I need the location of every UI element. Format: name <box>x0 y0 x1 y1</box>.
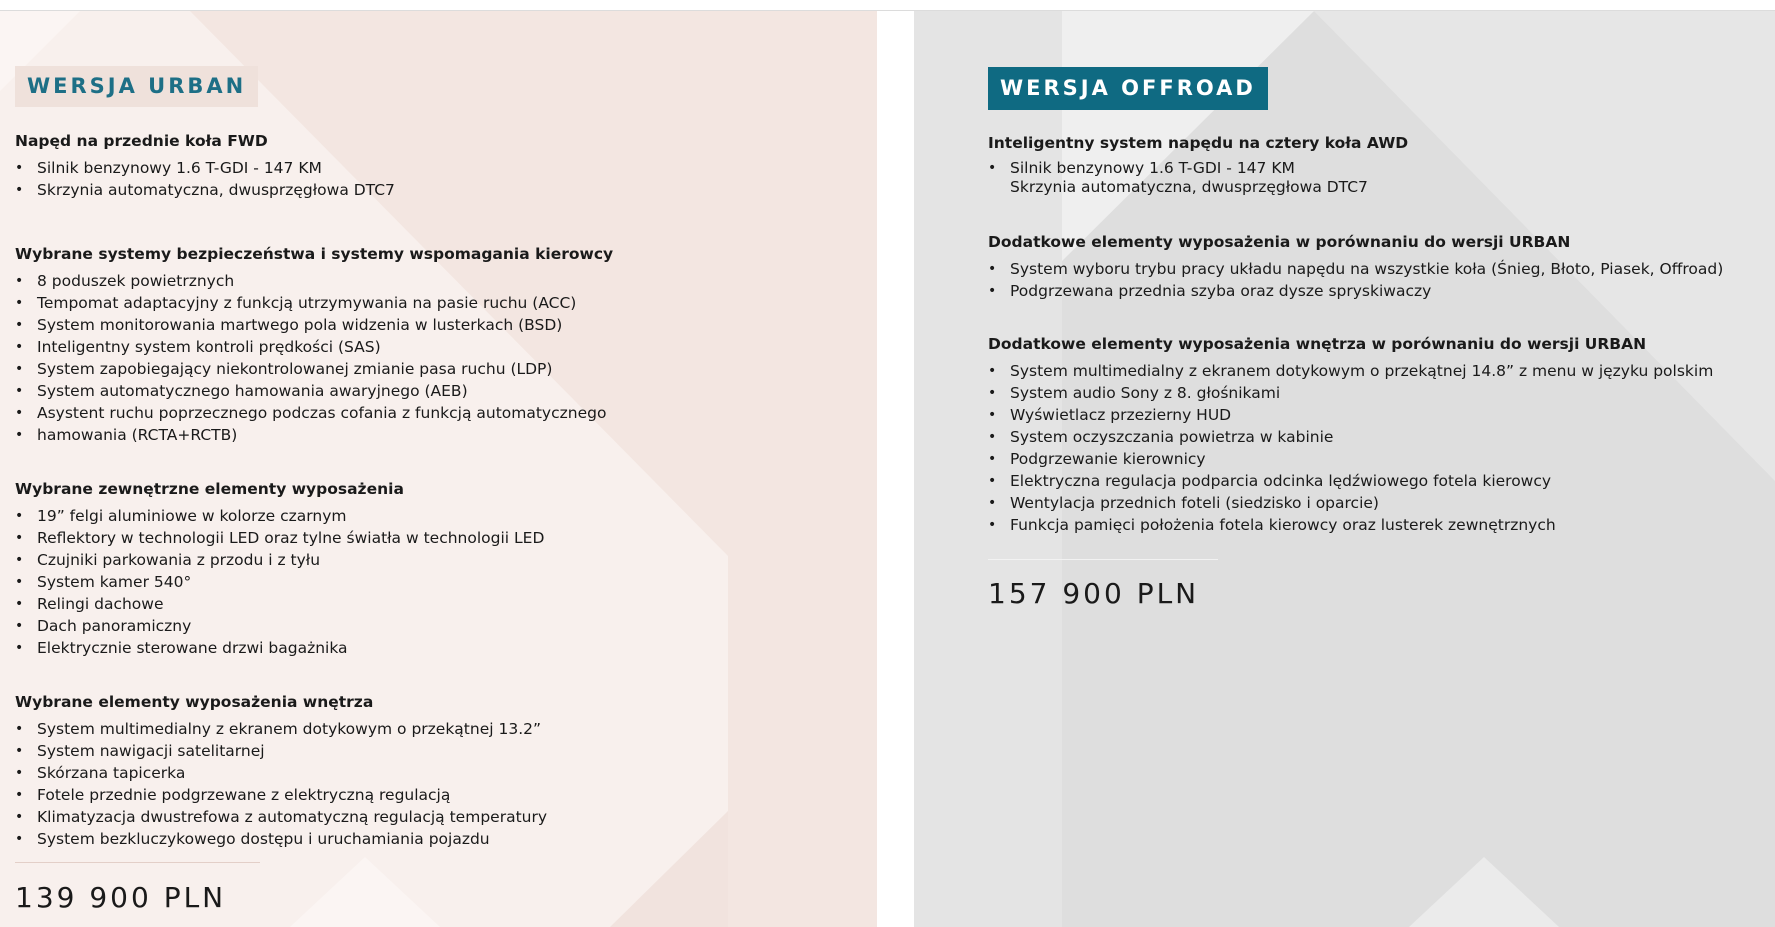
list-item: • 8 poduszek powietrznych <box>15 270 855 292</box>
section-title: Wybrane zewnętrzne elementy wyposażenia <box>15 480 404 498</box>
list-item: • Silnik benzynowy 1.6 T-GDI - 147 KM <box>15 157 855 179</box>
list-item: • Podgrzewanie kierownicy <box>988 448 1768 470</box>
list-item: • Fotele przednie podgrzewane z elektryczną regulacją <box>15 784 855 806</box>
list-item: • System monitorowania martwego pola widzenia w lusterkach (BSD) <box>15 314 855 336</box>
urban-section-safety <box>15 243 855 446</box>
urban-section-interior <box>15 691 855 850</box>
list-item: • Relingi dachowe <box>15 593 855 615</box>
list-item: • System zapobiegający niekontrolowanej zmianie pasa ruchu (LDP) <box>15 358 855 380</box>
list-item: • Tempomat adaptacyjny z funkcją utrzymywania na pasie ruchu (ACC) <box>15 292 855 314</box>
list-item: • 19” felgi aluminiowe w kolorze czarnym <box>15 505 855 527</box>
list-item: • Klimatyzacja dwustrefowa z automatyczną regulacją temperatury <box>15 806 855 828</box>
list-item: • System multimedialny z ekranem dotykowym o przekątnej 14.8” z menu w języku polskim <box>988 360 1768 382</box>
offroad-section-drive <box>988 132 1768 197</box>
section-title: Napęd na przednie koła FWD <box>15 132 268 150</box>
urban-section-drive <box>15 130 855 201</box>
list-item: • Elektrycznie sterowane drzwi bagażnika <box>15 637 855 659</box>
list-item: • System audio Sony z 8. głośnikami <box>988 382 1768 404</box>
list-item: • Wentylacja przednich foteli (siedzisko i oparcie) <box>988 492 1768 514</box>
section-title: Inteligentny system napędu na cztery koła AWD <box>988 134 1409 152</box>
list-item: • Dach panoramiczny <box>15 615 855 637</box>
list-item: • System bezkluczykowego dostępu i uruchamiania pojazdu <box>15 828 855 850</box>
price-divider <box>15 862 260 863</box>
list-item: • Podgrzewana przednia szyba oraz dysze spryskiwaczy <box>988 280 1768 302</box>
section-title: Wybrane systemy bezpieczeństwa i systemy wspomagania kierowcy <box>15 245 614 263</box>
list-item: • Wyświetlacz przezierny HUD <box>988 404 1768 426</box>
list-item: • System oczyszczania powietrza w kabinie <box>988 426 1768 448</box>
list-item: • Czujniki parkowania z przodu i z tyłu <box>15 549 855 571</box>
urban-section-exterior <box>15 478 855 659</box>
section-title: Dodatkowe elementy wyposażenia w porównaniu do wersji URBAN <box>988 233 1571 251</box>
offroad-section-interior <box>988 333 1768 536</box>
list-item: • hamowania (RCTA+RCTB) <box>15 424 855 446</box>
list-item: • Inteligentny system kontroli prędkości (SAS) <box>15 336 855 358</box>
list-item: Skrzynia automatyczna, dwusprzęgłowa DTC7 <box>1010 178 1368 196</box>
list-item: • System multimedialny z ekranem dotykowym o przekątnej 13.2” <box>15 718 855 740</box>
list-item: • Skrzynia automatyczna, dwusprzęgłowa DTC7 <box>15 179 855 201</box>
list-item: • Skórzana tapicerka <box>15 762 855 784</box>
list-item: • Elektryczna regulacja podparcia odcinka lędźwiowego fotela kierowcy <box>988 470 1768 492</box>
offroad-version-panel <box>914 11 1775 927</box>
list-item: • Asystent ruchu poprzecznego podczas cofania z funkcją automatycznego <box>15 402 855 424</box>
list-item: • System wyboru trybu pracy układu napędu na wszystkie koła (Śnieg, Błoto, Piasek, Offroad) <box>988 258 1768 280</box>
list-item: • Reflektory w technologii LED oraz tylne światła w technologii LED <box>15 527 855 549</box>
offroad-price: 157 900 PLN <box>988 577 1200 610</box>
urban-version-badge: WERSJA URBAN <box>15 66 258 107</box>
list-item: • Silnik benzynowy 1.6 T-GDI - 147 KM <box>988 159 1768 178</box>
offroad-section-additional <box>988 231 1768 302</box>
section-title: Wybrane elementy wyposażenia wnętrza <box>15 693 374 711</box>
section-title: Dodatkowe elementy wyposażenia wnętrza w porównaniu do wersji URBAN <box>988 335 1647 353</box>
price-divider <box>988 559 1218 560</box>
list-item: • Funkcja pamięci położenia fotela kierowcy oraz lusterek zewnętrznych <box>988 514 1768 536</box>
list-item: • System automatycznego hamowania awaryjnego (AEB) <box>15 380 855 402</box>
offroad-version-badge: WERSJA OFFROAD <box>988 67 1268 110</box>
urban-version-panel <box>0 11 877 927</box>
list-item: • System kamer 540° <box>15 571 855 593</box>
urban-price: 139 900 PLN <box>15 881 227 914</box>
list-item: • System nawigacji satelitarnej <box>15 740 855 762</box>
